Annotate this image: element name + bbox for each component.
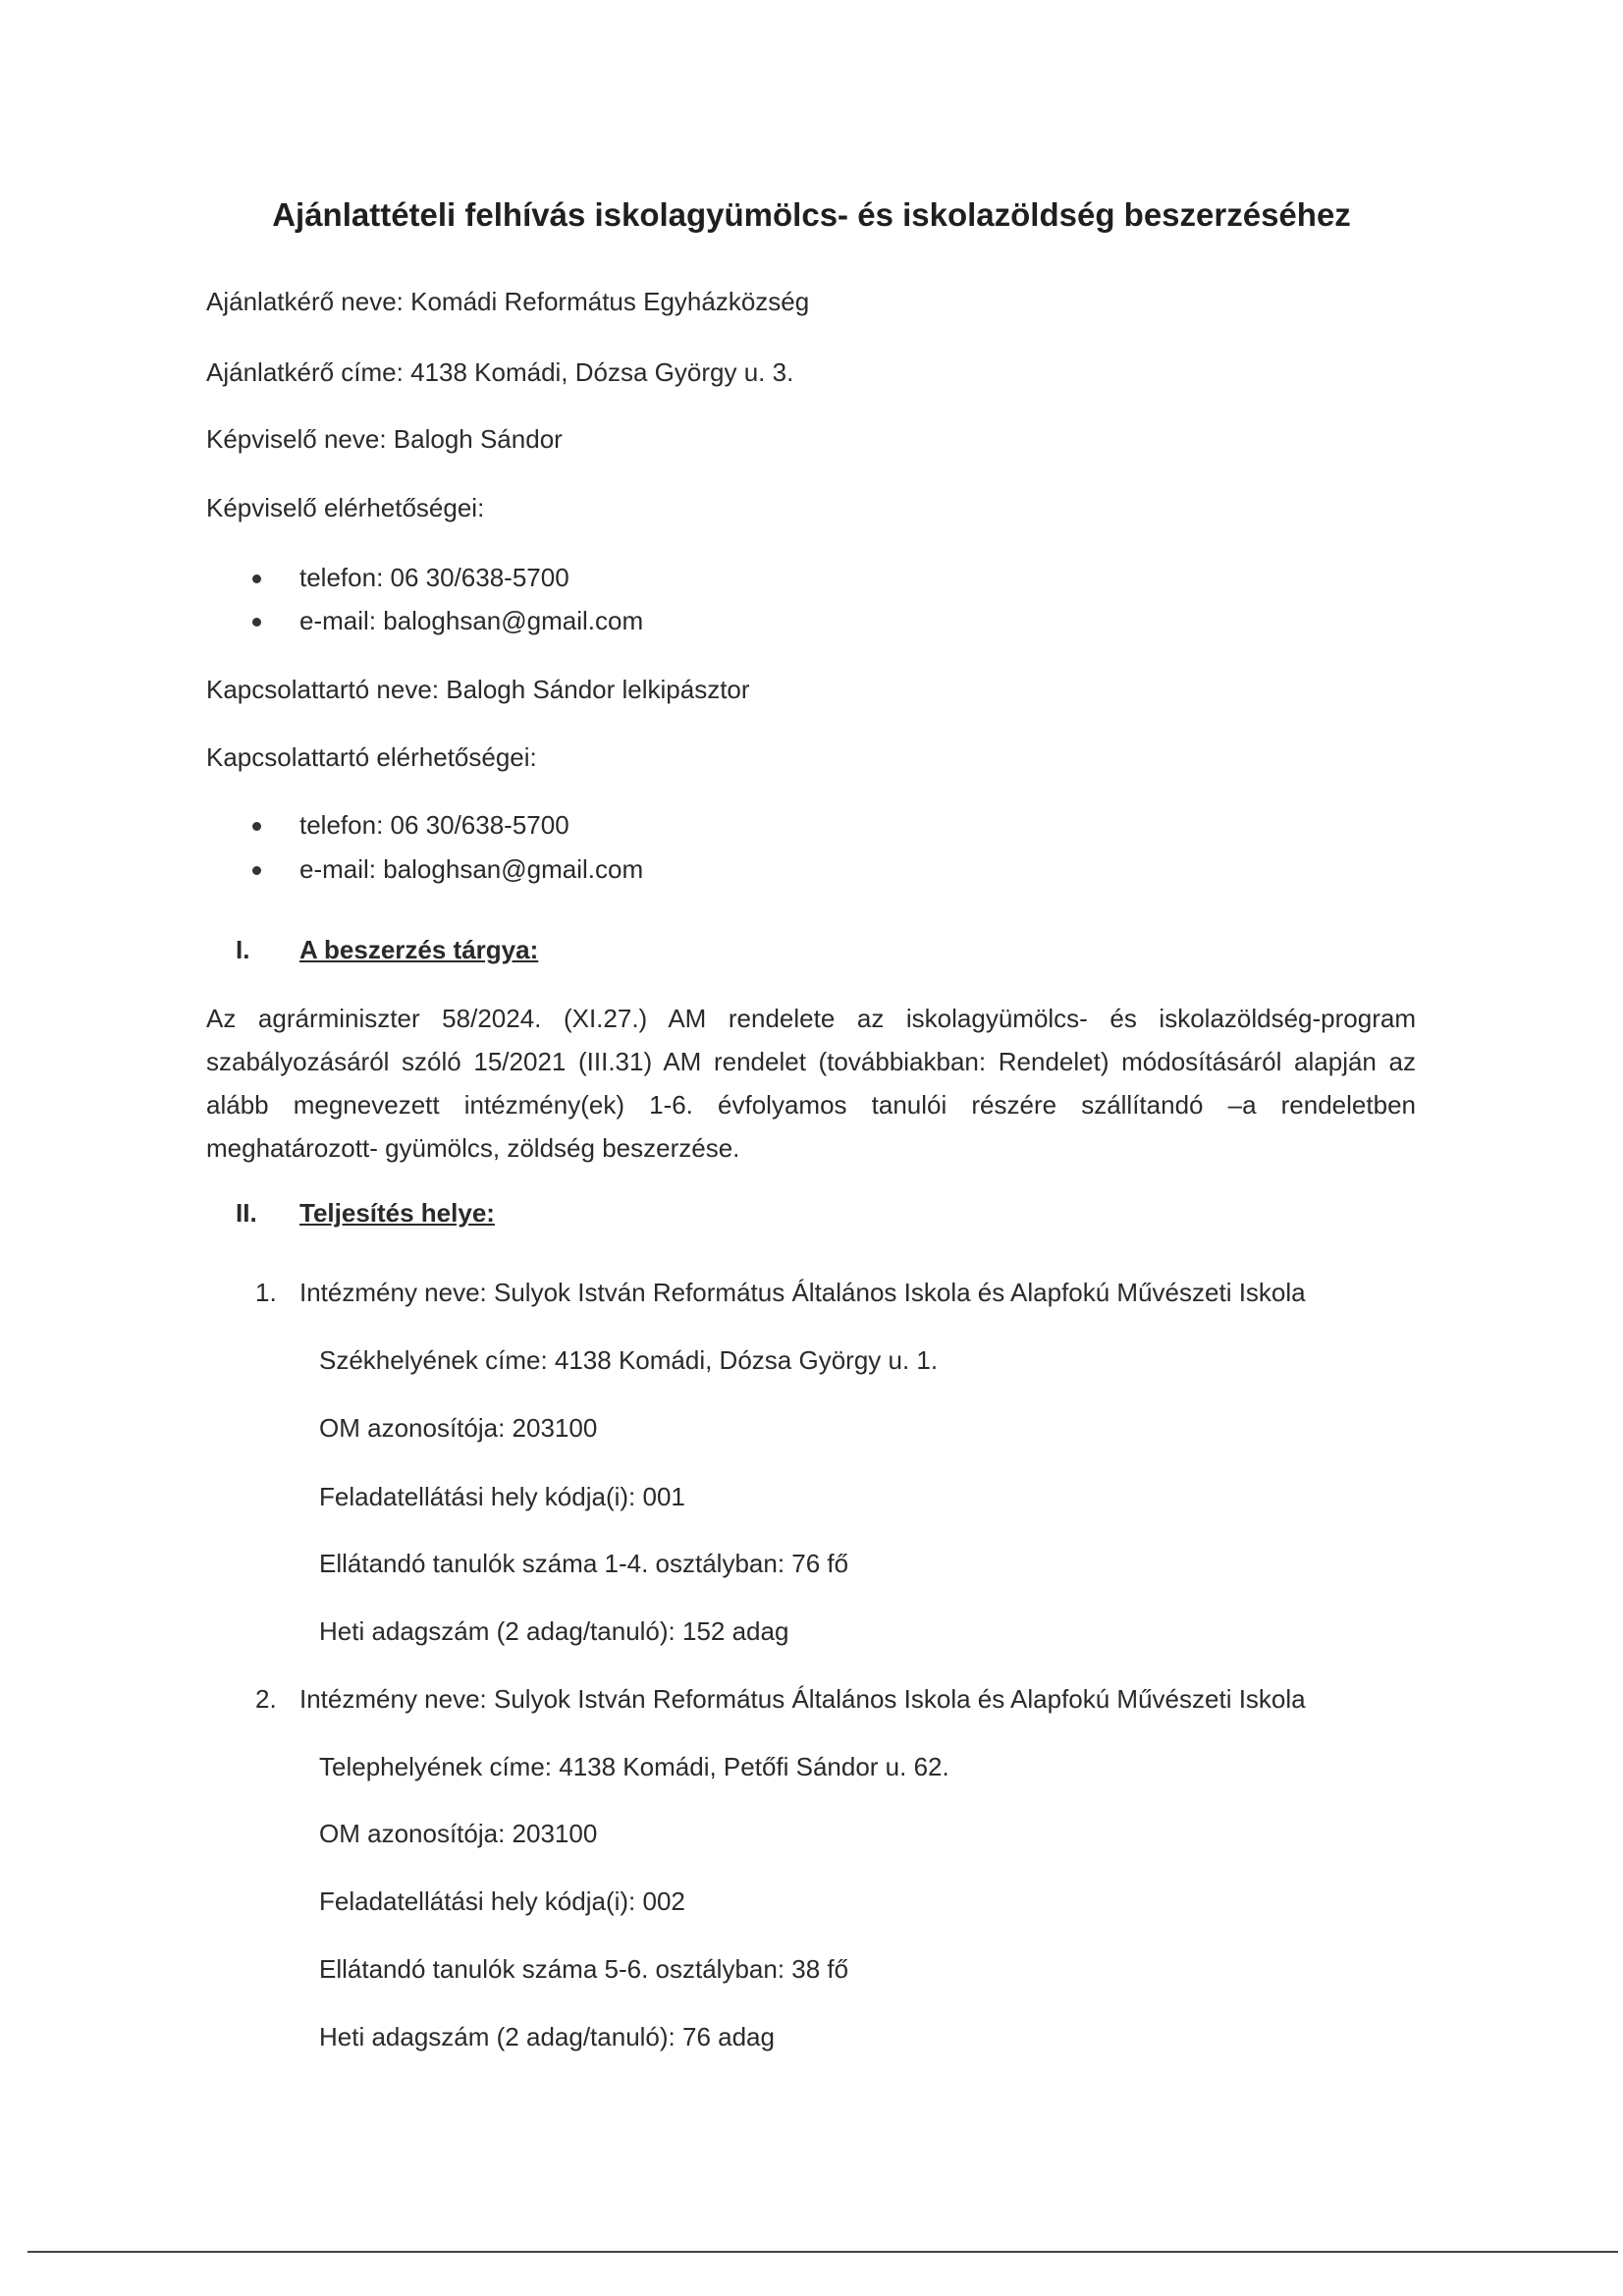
contact-phone: telefon: 06 30/638-5700 xyxy=(299,810,569,840)
place-2-students: Ellátandó tanulók száma 5-6. osztályban: 38 fő xyxy=(319,1954,849,1984)
place-1-portions: Heti adagszám (2 adag/tanuló): 152 adag xyxy=(319,1616,789,1646)
place-1-code: Feladatellátási hely kódja(i): 001 xyxy=(319,1482,685,1511)
section-2-title: Teljesítés helye: xyxy=(299,1198,495,1228)
document-title: Ajánlattételi felhívás iskolagyümölcs- és iskolazöldség beszerzéséhez xyxy=(272,196,1351,233)
place-1-om: OM azonosítója: 203100 xyxy=(319,1413,598,1443)
representative-name: Képviselő neve: Balogh Sándor xyxy=(206,424,563,454)
place-1-name: Intézmény neve: Sulyok István Református Általános Iskola és Alapfokú Művészeti Iskola xyxy=(299,1278,1306,1307)
place-1-number: 1. xyxy=(255,1278,277,1307)
place-1-address: Székhelyének címe: 4138 Komádi, Dózsa György u. 1. xyxy=(319,1345,939,1375)
representative-phone: telefon: 06 30/638-5700 xyxy=(299,563,569,592)
section-2-number: II. xyxy=(236,1198,257,1228)
place-2-number: 2. xyxy=(255,1684,277,1714)
contact-name: Kapcsolattartó neve: Balogh Sándor lelkipásztor xyxy=(206,675,750,704)
place-2-portions: Heti adagszám (2 adag/tanuló): 76 adag xyxy=(319,2022,775,2051)
representative-email: e-mail: baloghsan@gmail.com xyxy=(299,606,644,635)
place-1-students: Ellátandó tanulók száma 1-4. osztályban: 76 fő xyxy=(319,1549,849,1578)
representative-contacts-label: Képviselő elérhetőségei: xyxy=(206,493,485,522)
place-2-om: OM azonosítója: 203100 xyxy=(319,1819,598,1848)
bottom-divider xyxy=(27,2251,1618,2253)
section-1-number: I. xyxy=(236,935,250,964)
requester-name: Ajánlatkérő neve: Komádi Református Egyházközség xyxy=(206,287,810,316)
section-1-title: A beszerzés tárgya: xyxy=(299,935,539,964)
requester-address: Ajánlatkérő címe: 4138 Komádi, Dózsa György u. 3. xyxy=(206,357,794,387)
contact-email: e-mail: baloghsan@gmail.com xyxy=(299,854,644,884)
contact-contacts-label: Kapcsolattartó elérhetőségei: xyxy=(206,742,537,772)
place-2-code: Feladatellátási hely kódja(i): 002 xyxy=(319,1886,685,1916)
place-2-address: Telephelyének címe: 4138 Komádi, Petőfi Sándor u. 62. xyxy=(319,1752,949,1781)
place-2-name: Intézmény neve: Sulyok István Református Általános Iskola és Alapfokú Művészeti Iskola xyxy=(299,1684,1306,1714)
section-1-text: Az agrárminiszter 58/2024. (XI.27.) AM rendelete az iskolagyümölcs- és iskolazöldség-program szabályozásáról szóló 15/2021 (III.31) AM rendelet (továbbiakban: Rendelet) módosításáról alapján az alább megnevezett intézmény(ek) 1-6. évfolyamos tanulói részére szállítandó –a rendeletben meghatározott- gyümölcs, zöldség beszerzése. xyxy=(206,1004,1416,1163)
